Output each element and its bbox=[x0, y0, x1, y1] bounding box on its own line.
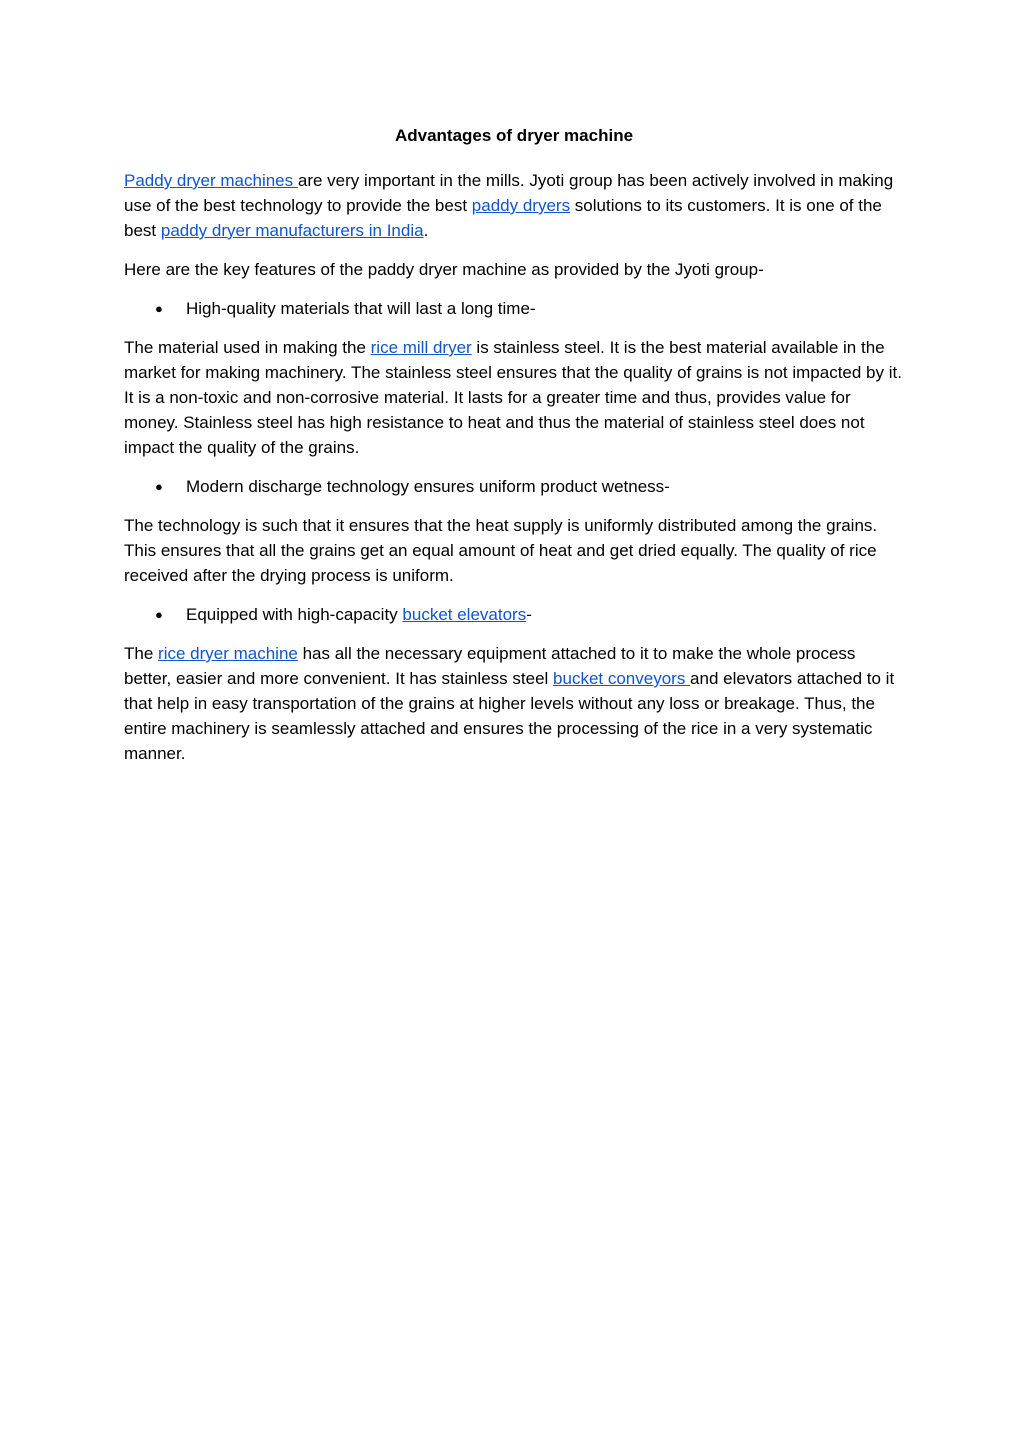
intro-text-2: solutions to its customers. It is one of the best bbox=[124, 196, 882, 240]
intro-paragraph bbox=[124, 168, 904, 243]
technology-paragraph: The technology is such that it ensures that the heat supply is uniformly distributed among the grains. This ensures that all the grains get an equal amount of heat and get dried equally. The quality of rice received after the drying process is uniform. bbox=[124, 516, 878, 585]
bullet-icon: ● bbox=[155, 479, 163, 494]
document-title: Advantages of dryer machine bbox=[394, 126, 634, 145]
bullet-item-discharge bbox=[124, 474, 904, 499]
link-bucket-conveyors[interactable]: bucket conveyors bbox=[553, 669, 691, 688]
link-paddy-dryers[interactable]: paddy dryers bbox=[471, 196, 571, 215]
link-rice-dryer-machine[interactable]: rice dryer machine bbox=[158, 644, 298, 663]
bullet-text-2: - bbox=[526, 605, 532, 624]
link-paddy-dryer-manufacturers[interactable]: paddy dryer manufacturers in India bbox=[160, 221, 424, 240]
bullet-icon: ● bbox=[155, 301, 163, 316]
materials-text-1: The material used in making the bbox=[124, 338, 371, 357]
bullet-text-1: Equipped with high-capacity bbox=[186, 605, 403, 624]
materials-paragraph bbox=[124, 335, 904, 460]
equipment-paragraph bbox=[124, 641, 904, 766]
bullet-text: Modern discharge technology ensures uniform product wetness- bbox=[186, 477, 670, 496]
intro-text-1: are very important in the mills. Jyoti group has been actively involved in making use of the best technology to provide the best bbox=[124, 171, 894, 215]
equipment-text-1: The bbox=[124, 644, 159, 663]
materials-text-2: is stainless steel. It is the best material available in the market for making machinery. The stainless steel ensures that the quality of grains is not impacted by it. It is a non-toxic and non-corrosive material. It lasts for a greater time and thus, provides value for money. Stainless steel has high resistance to heat and thus the material of stainless steel does not impact the quality of the grains. bbox=[124, 338, 902, 457]
link-paddy-dryer-machines[interactable]: Paddy dryer machines bbox=[124, 171, 298, 190]
intro-text-3: . bbox=[423, 221, 429, 240]
document-page bbox=[124, 118, 904, 780]
features-intro-paragraph: Here are the key features of the paddy dryer machine as provided by the Jyoti group- bbox=[124, 260, 764, 279]
bullet-item-materials bbox=[124, 296, 904, 321]
bullet-icon: ● bbox=[155, 607, 163, 622]
equipment-text-3: and elevators attached to it that help in easy transportation of the grains at higher levels without any loss or breakage. Thus, the entire machinery is seamlessly attached and ensures the processing of the rice in a very systematic manner. bbox=[124, 669, 895, 763]
link-rice-mill-dryer[interactable]: rice mill dryer bbox=[370, 338, 472, 357]
link-bucket-elevators[interactable]: bucket elevators bbox=[402, 605, 527, 624]
equipment-text-2: has all the necessary equipment attached to it to make the whole process better, easier and more convenient. It has stainless steel bbox=[124, 644, 856, 688]
bullet-text: High-quality materials that will last a long time- bbox=[186, 299, 536, 318]
bullet-item-elevators bbox=[124, 602, 904, 627]
